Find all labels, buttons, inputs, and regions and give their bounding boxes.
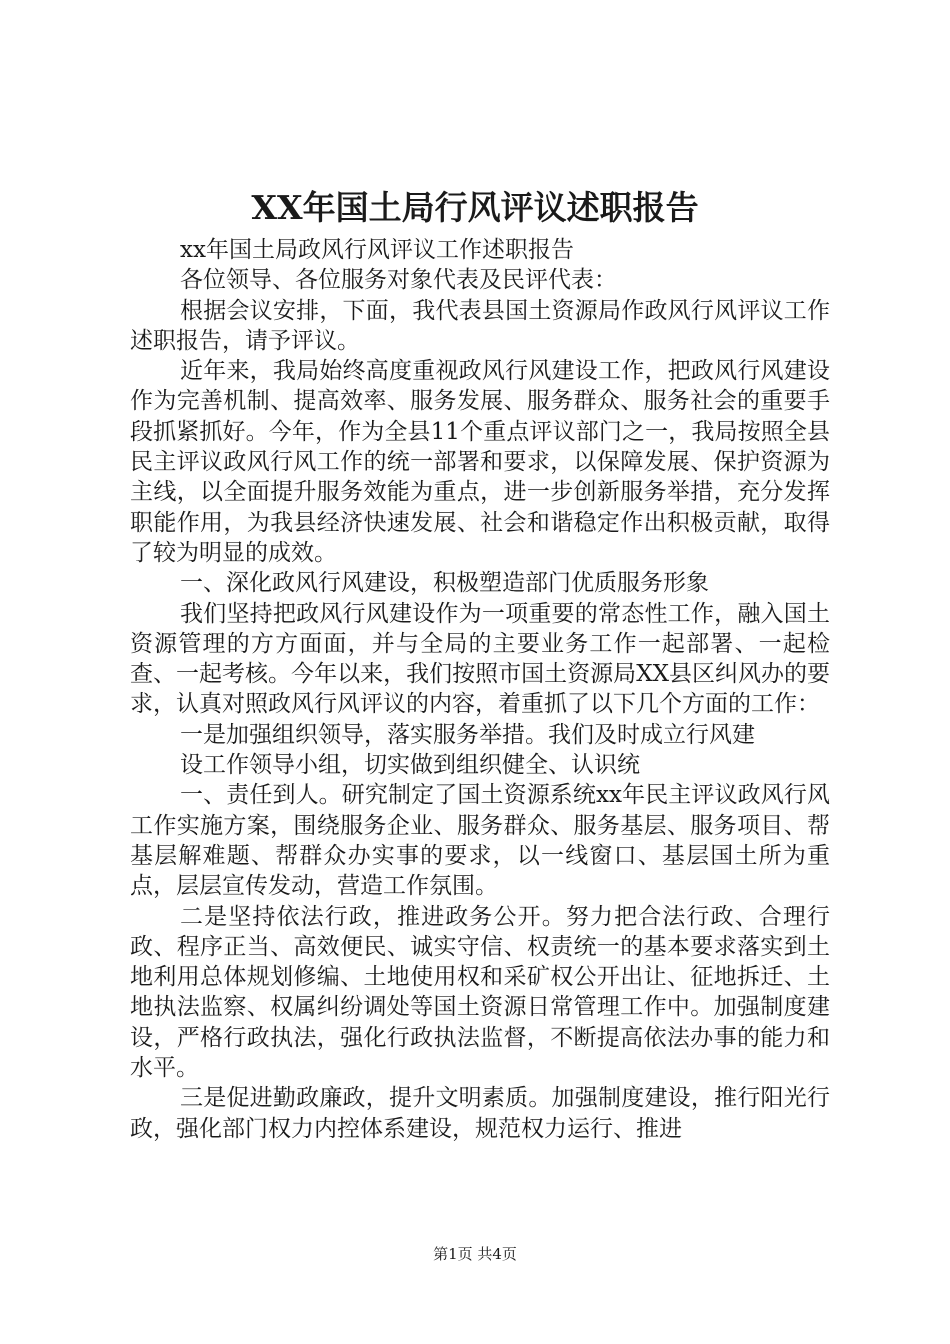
- document-title: XX年国土局行风评议述职报告: [251, 188, 699, 227]
- paragraph-point-1: 一是加强组织领导，落实服务举措。我们及时成立行风建: [180, 721, 755, 748]
- section-heading-1: 一、深化政风行风建设，积极塑造部门优质服务形象: [180, 570, 709, 597]
- paragraph-point-1-cont: 设工作领导小组，切实做到组织健全、认识统: [180, 752, 640, 779]
- page-number-footer: 第1页 共4页: [433, 1245, 517, 1263]
- paragraph-salutation: 各位领导、各位服务对象代表及民评代表：: [180, 267, 617, 294]
- paragraph-point-2: 二是坚持依法行政，推进政务公开。努力把合法行政、合理行政、程序正当、高效便民、诚实守信、权责统一的基本要求落实到土地利用总体规划修编、土地使用权和采矿权公开出让、征地拆迁、土地执法监察、权属纠纷调处等国土资源日常管理工作中。加强制度建设，严格行政执法，强化行政执法监督，不断提高依法办事的能力和水平。: [130, 903, 830, 1082]
- document-body: [130, 235, 830, 1144]
- paragraph-report-heading: xx年国土局政风行风评议工作述职报告: [180, 237, 574, 263]
- paragraph-section-1: 我们坚持把政风行风建设作为一项重要的常态性工作，融入国土资源管理的方方面面，并与全局的主要业务工作一起部署、一起检查、一起考核。今年以来，我们按照市国土资源局XX县区纠风办的要求，认真对照政风行风评议的内容，着重抓了以下几个方面的工作：: [130, 600, 830, 718]
- paragraph-intro: 根据会议安排，下面，我代表县国土资源局作政风行风评议工作述职报告，请予评议。: [130, 297, 830, 354]
- paragraph-point-3: 三是促进勤政廉政，提升文明素质。加强制度建设，推行阳光行政，强化部门权力内控体系建设，规范权力运行、推进: [130, 1085, 830, 1142]
- paragraph-overview: 近年来，我局始终高度重视政风行风建设工作，把政风行风建设作为完善机制、提高效率、服务发展、服务群众、服务社会的重要手段抓紧抓好。今年，作为全县11个重点评议部门之一，我局按照全县民主评议政风行风工作的统一部署和要求，以保障发展、保护资源为主线，以全面提升服务效能为重点，进一步创新服务举措，充分发挥职能作用，为我县经济快速发展、社会和谐稳定作出积极贡献，取得了较为明显的成效。: [130, 358, 830, 566]
- paragraph-responsibility: 一、责任到人。研究制定了国土资源系统xx年民主评议政风行风工作实施方案，围绕服务企业、服务群众、服务基层、服务项目、帮基层解难题、帮群众办实事的要求，以一线窗口、基层国土所为重点，层层宣传发动，营造工作氛围。: [130, 782, 830, 900]
